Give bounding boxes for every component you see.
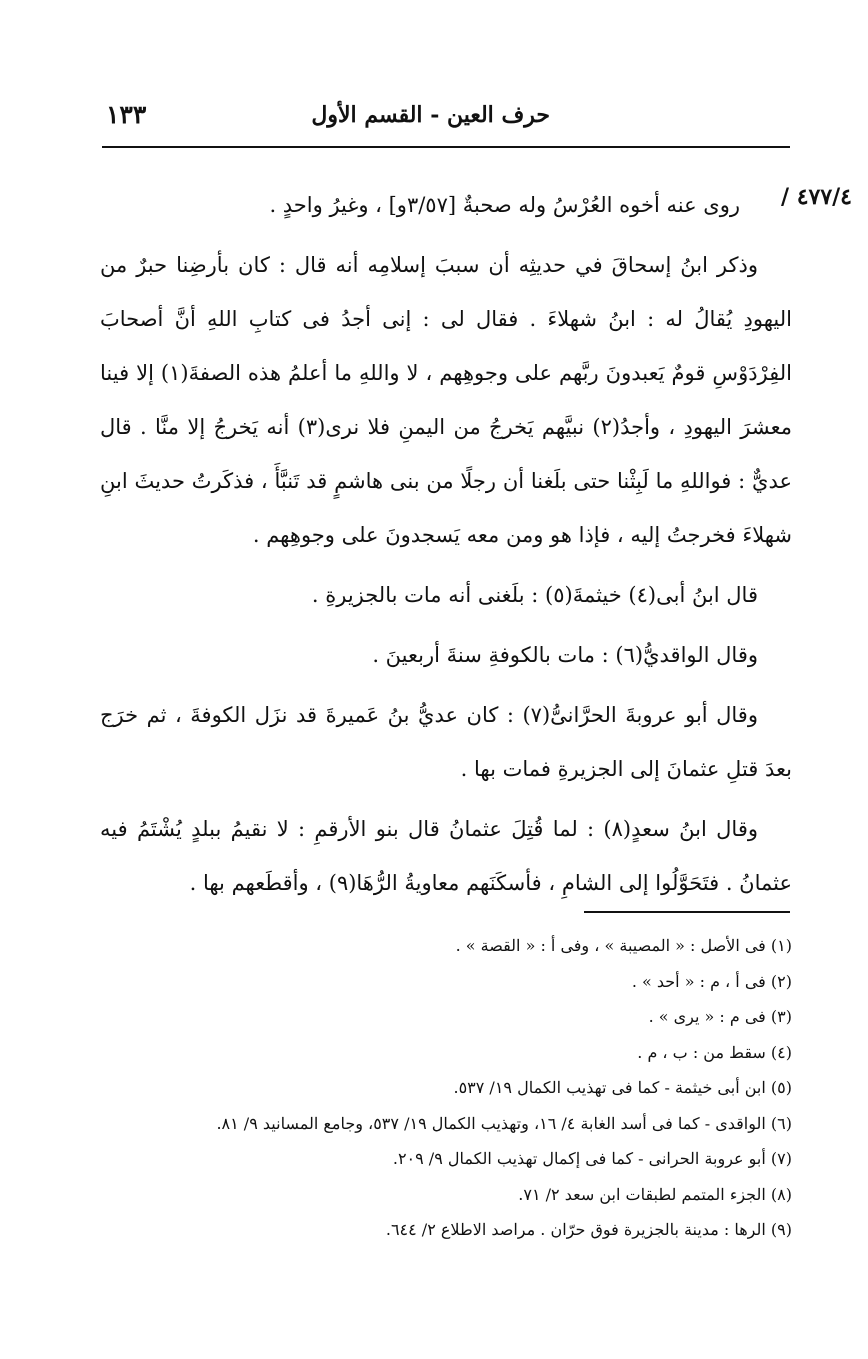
footnote: (٦) الواقدى - كما فى أسد الغابة ٤/ ١٦، وتهذيب الكمال ١٩/ ٥٣٧، وجامع المسانيد ٩/ ٨١. <box>216 1113 792 1133</box>
footnote-divider <box>584 911 790 913</box>
main-text <box>100 178 792 916</box>
page-number: ١٣٣ <box>106 100 147 129</box>
paragraph: وذكر ابنُ إسحاقَ في حديثِه أن سببَ إسلامِه أنه قال : كان بأرضِنا حبرٌ من اليهودِ يُقالُ له : ابنُ شهلاءَ . فقال لى : إنى أجدُ فى كتابِ اللهِ أنَّ أصحابَ الفِرْدَوْسِ قومٌ يَعبدونَ ربَّهم على وجوهِهم ، لا واللهِ ما أعلمُ هذه الصفةَ(١) إلا فينا معشرَ اليهودِ ، وأجدُ(٢) نبيَّهم يَخرجُ من اليمنِ فلا نرى(٣) أنه يَخرجُ إلا منَّا . قال عديٌّ : فواللهِ ما لَبِثْنا حتى بلَغنا أن رجلًا من بنى هاشمٍ قد تَنبَّأَ ، فذكَرتُ حديثَ ابنِ شهلاءَ فخرجتُ إليه ، فإذا هو ومن معه يَسجدونَ على وجوهِهم . <box>100 253 793 547</box>
paragraph: قال ابنُ أبى(٤) خيثمةَ(٥) : بلَغنى أنه مات بالجزيرةِ . <box>311 583 758 607</box>
running-title: حرف العين - القسم الأول <box>311 102 550 128</box>
paragraph: وقال أبو عروبةَ الحرَّانىُّ(٧) : كان عديُّ بنُ عَميرةَ قد نزَل الكوفةَ ، ثم خرَج بعدَ قتلِ عثمانَ إلى الجزيرةِ فمات بها . <box>100 703 792 781</box>
paragraph: وقال الواقديُّ(٦) : مات بالكوفةِ سنةَ أربعينَ . <box>372 643 758 667</box>
entry-reference: ٤٧٧/٤ / <box>780 184 852 210</box>
paragraph: روى عنه أخوه العُرْسُ وله صحبةٌ [٣/٥٧و] ، وغيرُ واحدٍ . <box>269 193 740 217</box>
footnotes <box>60 928 792 1248</box>
page-header <box>100 96 790 136</box>
footnote: (٩) الرها : مدينة بالجزيرة فوق حرّان . مراصد الاطلاع ٢/ ٦٤٤. <box>385 1220 792 1239</box>
header-divider <box>102 146 790 148</box>
footnote: (٢) فى أ ، م : « أحد » . <box>631 971 792 991</box>
footnote: (٥) ابن أبى خيثمة - كما فى تهذيب الكمال ١٩/ ٥٣٧. <box>453 1078 792 1097</box>
footnote: (٧) أبو عروبة الحرانى - كما فى إكمال تهذيب الكمال ٩/ ٢٠٩. <box>392 1149 792 1168</box>
footnote: (٣) فى م : « يرى » . <box>648 1007 792 1026</box>
footnote: (٤) سقط من : ب ، م . <box>637 1042 792 1062</box>
footnote: (٨) الجزء المتمم لطبقات ابن سعد ٢/ ٧١. <box>518 1184 792 1204</box>
footnote: (١) فى الأصل : « المصيبة » ، وفى أ : « القصة » . <box>455 936 792 955</box>
paragraph: وقال ابنُ سعدٍ(٨) : لما قُتِلَ عثمانُ قال بنو الأرقمِ : لا نقيمُ ببلدٍ يُشْتَمُ فيه عثمانُ . فتَحَوَّلُوا إلى الشامِ ، فأسكَنَهم معاويةُ الرُّهَا(٩) ، وأقطَعهم بها . <box>100 817 792 895</box>
